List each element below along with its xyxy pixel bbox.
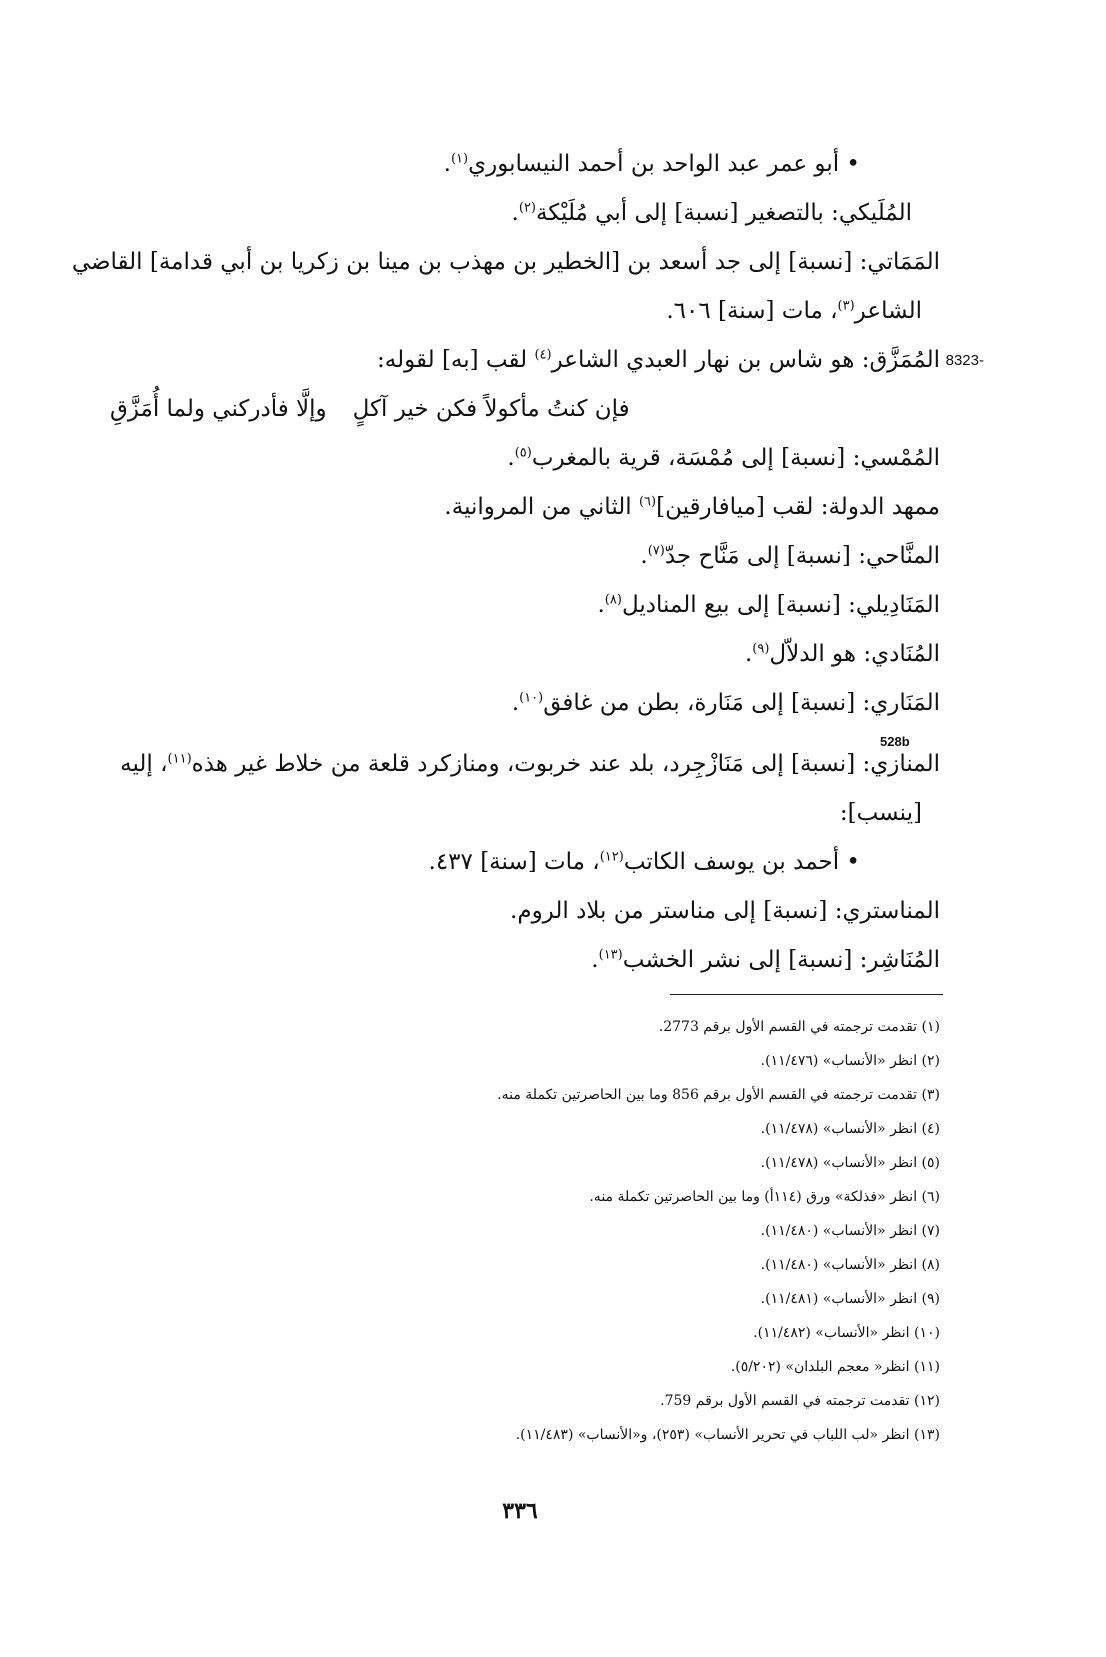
footnote-7: (٧) انظر «الأنساب» (١١/٤٨٠).: [760, 1223, 940, 1239]
line-text: المُمَزَّق: هو شاس بن نهار العبدي الشاعر: [551, 347, 940, 373]
line-text: المناستري: [نسبة] إلى مناستر من بلاد الروم.: [510, 898, 940, 924]
footnote-11: (١١) انظر« معجم البلدان» (٥/٢٠٢).: [730, 1359, 940, 1375]
text-line-16: [110, 887, 940, 936]
footnotes: [300, 1010, 940, 1452]
footnote-ref: (٢): [518, 200, 536, 216]
line-text: • أحمد بن يوسف الكاتب: [623, 849, 860, 875]
footnote-ref: (١٣): [598, 947, 623, 963]
text-line-7: [110, 434, 940, 483]
line-text: الشاعر: [854, 298, 922, 324]
footnote-ref: (٦): [638, 494, 657, 510]
entry-number: 8323-: [945, 352, 984, 369]
footnote-ref: (١): [450, 151, 469, 167]
footnote-ref: (٥): [514, 445, 532, 461]
line-text: المُنَادي: هو الدلاّل: [769, 641, 940, 667]
text-line-3: [71, 238, 940, 287]
text-line-17: [110, 936, 940, 985]
main-text: [71, 140, 984, 985]
footnote-ref: (١١): [167, 751, 192, 767]
verse-line: [110, 385, 940, 434]
footnote-separator: [670, 994, 943, 995]
footnote-5: (٥) انظر «الأنساب» (١١/٤٧٨).: [760, 1155, 940, 1171]
line-text: • أبو عمر عبد الواحد بن أحمد النيسابوري: [468, 151, 860, 177]
page-number: ٣٣٦: [502, 1498, 538, 1524]
verse-first-hemistich: فإن كنتُ مأكولاً فكن خير آكلٍ: [352, 396, 630, 422]
line-tail: .: [591, 947, 599, 973]
footnote-ref: (٧): [647, 543, 665, 559]
line-text: المُمْسي: [نسبة] إلى مُمْسَة، قرية بالمغرب: [531, 445, 940, 471]
line-tail: ، مات [سنة] ٤٣٧.: [428, 849, 600, 875]
footnote-ref: (١٠): [519, 690, 544, 706]
line-text: المُنَاشِر: [نسبة] إلى نشر الخشب: [622, 947, 940, 973]
line-text: المَنَاري: [نسبة] إلى مَنَارة، بطن من غافق: [543, 690, 940, 716]
line-text: المنَّاحي: [نسبة] إلى مَنَّاح جدّ: [664, 543, 940, 569]
footnote-12: (١٢) تقدمت ترجمته في القسم الأول برقم 759.: [660, 1393, 940, 1409]
text-line-9: [110, 532, 940, 581]
footnote-ref: (٤): [534, 347, 552, 363]
footnote-3: (٣) تقدمت ترجمته في القسم الأول برقم 856 وما بين الحاصرتين تكملة منه.: [497, 1087, 940, 1103]
manuscript-folio-mark: 528b: [880, 734, 910, 749]
footnote-ref: (٩): [752, 641, 770, 657]
text-line-5: [110, 336, 984, 385]
line-tail: .: [640, 543, 648, 569]
text-line-14: [110, 789, 940, 838]
text-line-15: [110, 838, 940, 887]
footnote-10: (١٠) انظر «الأنساب» (١١/٤٨٢).: [753, 1325, 940, 1341]
line-tail: .: [597, 592, 605, 618]
line-text: المَمَاتي: [نسبة] إلى جد أسعد بن [الخطير بن مهذب بن مينا بن زكريا بن أبي قدامة] القاضي: [71, 249, 940, 275]
text-line-4: [110, 287, 940, 336]
footnote-ref: (٣): [837, 298, 855, 314]
footnote-4: (٤) انظر «الأنساب» (١١/٤٧٨).: [760, 1121, 940, 1137]
line-tail: ، إليه: [120, 751, 168, 777]
footnote-ref: (٨): [604, 592, 622, 608]
line-text: المنازي: [نسبة] إلى مَنَازْجِرد، بلد عند خربوت، ومنازكرد قلعة من خلاط غير هذه: [191, 751, 940, 777]
footnote-8: (٨) انظر «الأنساب» (١١/٤٨٠).: [760, 1257, 940, 1273]
line-text: [ينسب]:: [839, 800, 922, 826]
line-text: ممهد الدولة: لقب [ميافارقين]: [656, 494, 940, 520]
line-tail: .: [511, 690, 520, 716]
footnote-13: (١٣) انظر «لب اللباب في تحرير الأنساب» (٢٥٣)، و«الأنساب» (١١/٤٨٣).: [515, 1427, 940, 1443]
line-text: المُلَيكي: بالتصغير [نسبة] إلى أبي مُلَيْكة: [535, 200, 912, 226]
line-tail: .: [443, 151, 451, 177]
text-line-8: [110, 483, 940, 532]
text-line-11: [110, 630, 940, 679]
footnote-1: (١) تقدمت ترجمته في القسم الأول برقم 2773.: [658, 1019, 940, 1035]
footnote-ref: (١٢): [599, 849, 624, 865]
line-tail: لقب [به] لقوله:: [377, 347, 535, 373]
text-line-1: [110, 140, 940, 189]
verse-second-hemistich: وإلَّا فأدركني ولما أُمَزَّقِ: [110, 396, 327, 422]
line-tail: .: [511, 200, 519, 226]
line-tail: ، مات [سنة] ٦٠٦.: [666, 298, 838, 324]
line-tail: .: [744, 641, 753, 667]
text-line-12: [110, 679, 940, 749]
line-tail: الثاني من المروانية.: [444, 494, 639, 520]
line-tail: .: [507, 445, 515, 471]
footnote-9: (٩) انظر «الأنساب» (١١/٤٨١).: [760, 1291, 940, 1307]
text-line-10: [110, 581, 940, 630]
footnote-2: (٢) انظر «الأنساب» (١١/٤٧٦).: [760, 1053, 940, 1069]
footnote-6: (٦) انظر «فذلكة» ورق (١١٤أ) وما بين الحاصرتين تكملة منه.: [589, 1189, 940, 1205]
line-text: المَنَادِيلي: [نسبة] إلى بيع المناديل: [621, 592, 940, 618]
text-line-2: [110, 189, 940, 238]
text-line-13: [110, 740, 940, 789]
